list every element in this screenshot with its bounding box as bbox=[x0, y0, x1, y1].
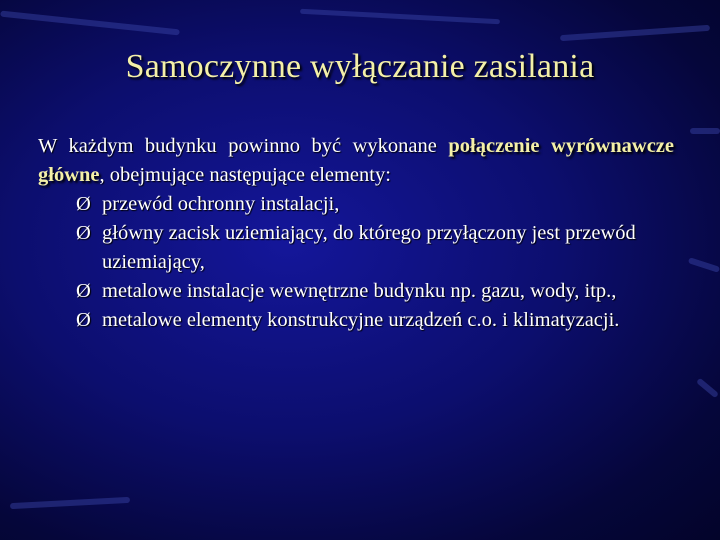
bullet-item bbox=[38, 277, 674, 306]
decorative-streak bbox=[690, 128, 720, 134]
bullet-arrow-icon: Ø bbox=[76, 309, 91, 331]
bullet-item bbox=[38, 306, 674, 335]
decorative-streak bbox=[688, 257, 720, 273]
decorative-streak bbox=[0, 11, 180, 36]
decorative-streak bbox=[560, 25, 710, 41]
decorative-streak bbox=[300, 9, 500, 24]
intro-text-after: , obejmujące następujące elementy: bbox=[99, 164, 391, 186]
bullet-text: główny zacisk uziemiający, do którego przyłączony jest przewód uziemiający, bbox=[102, 222, 636, 273]
slide-body bbox=[38, 132, 674, 335]
bullet-text: metalowe instalacje wewnętrzne budynku np. gazu, wody, itp., bbox=[102, 280, 617, 302]
intro-highlight: połączenie wyrównawcze główne bbox=[38, 135, 674, 186]
intro-text-before: W każdym budynku powinno być wykonane bbox=[38, 135, 449, 157]
bullet-text: metalowe elementy konstrukcyjne urządzeń c.o. i klimatyzacji. bbox=[102, 309, 620, 331]
decorative-streak bbox=[10, 497, 130, 509]
bullet-text: przewód ochronny instalacji, bbox=[102, 193, 340, 215]
decorative-streak bbox=[696, 378, 719, 399]
bullet-arrow-icon: Ø bbox=[76, 193, 91, 215]
slide-title: Samoczynne wyłączanie zasilania bbox=[125, 48, 595, 85]
bullet-arrow-icon: Ø bbox=[76, 280, 91, 302]
bullet-item bbox=[38, 190, 674, 219]
bullet-arrow-icon: Ø bbox=[76, 222, 91, 244]
intro-paragraph bbox=[38, 132, 674, 190]
bullet-item bbox=[38, 219, 674, 277]
